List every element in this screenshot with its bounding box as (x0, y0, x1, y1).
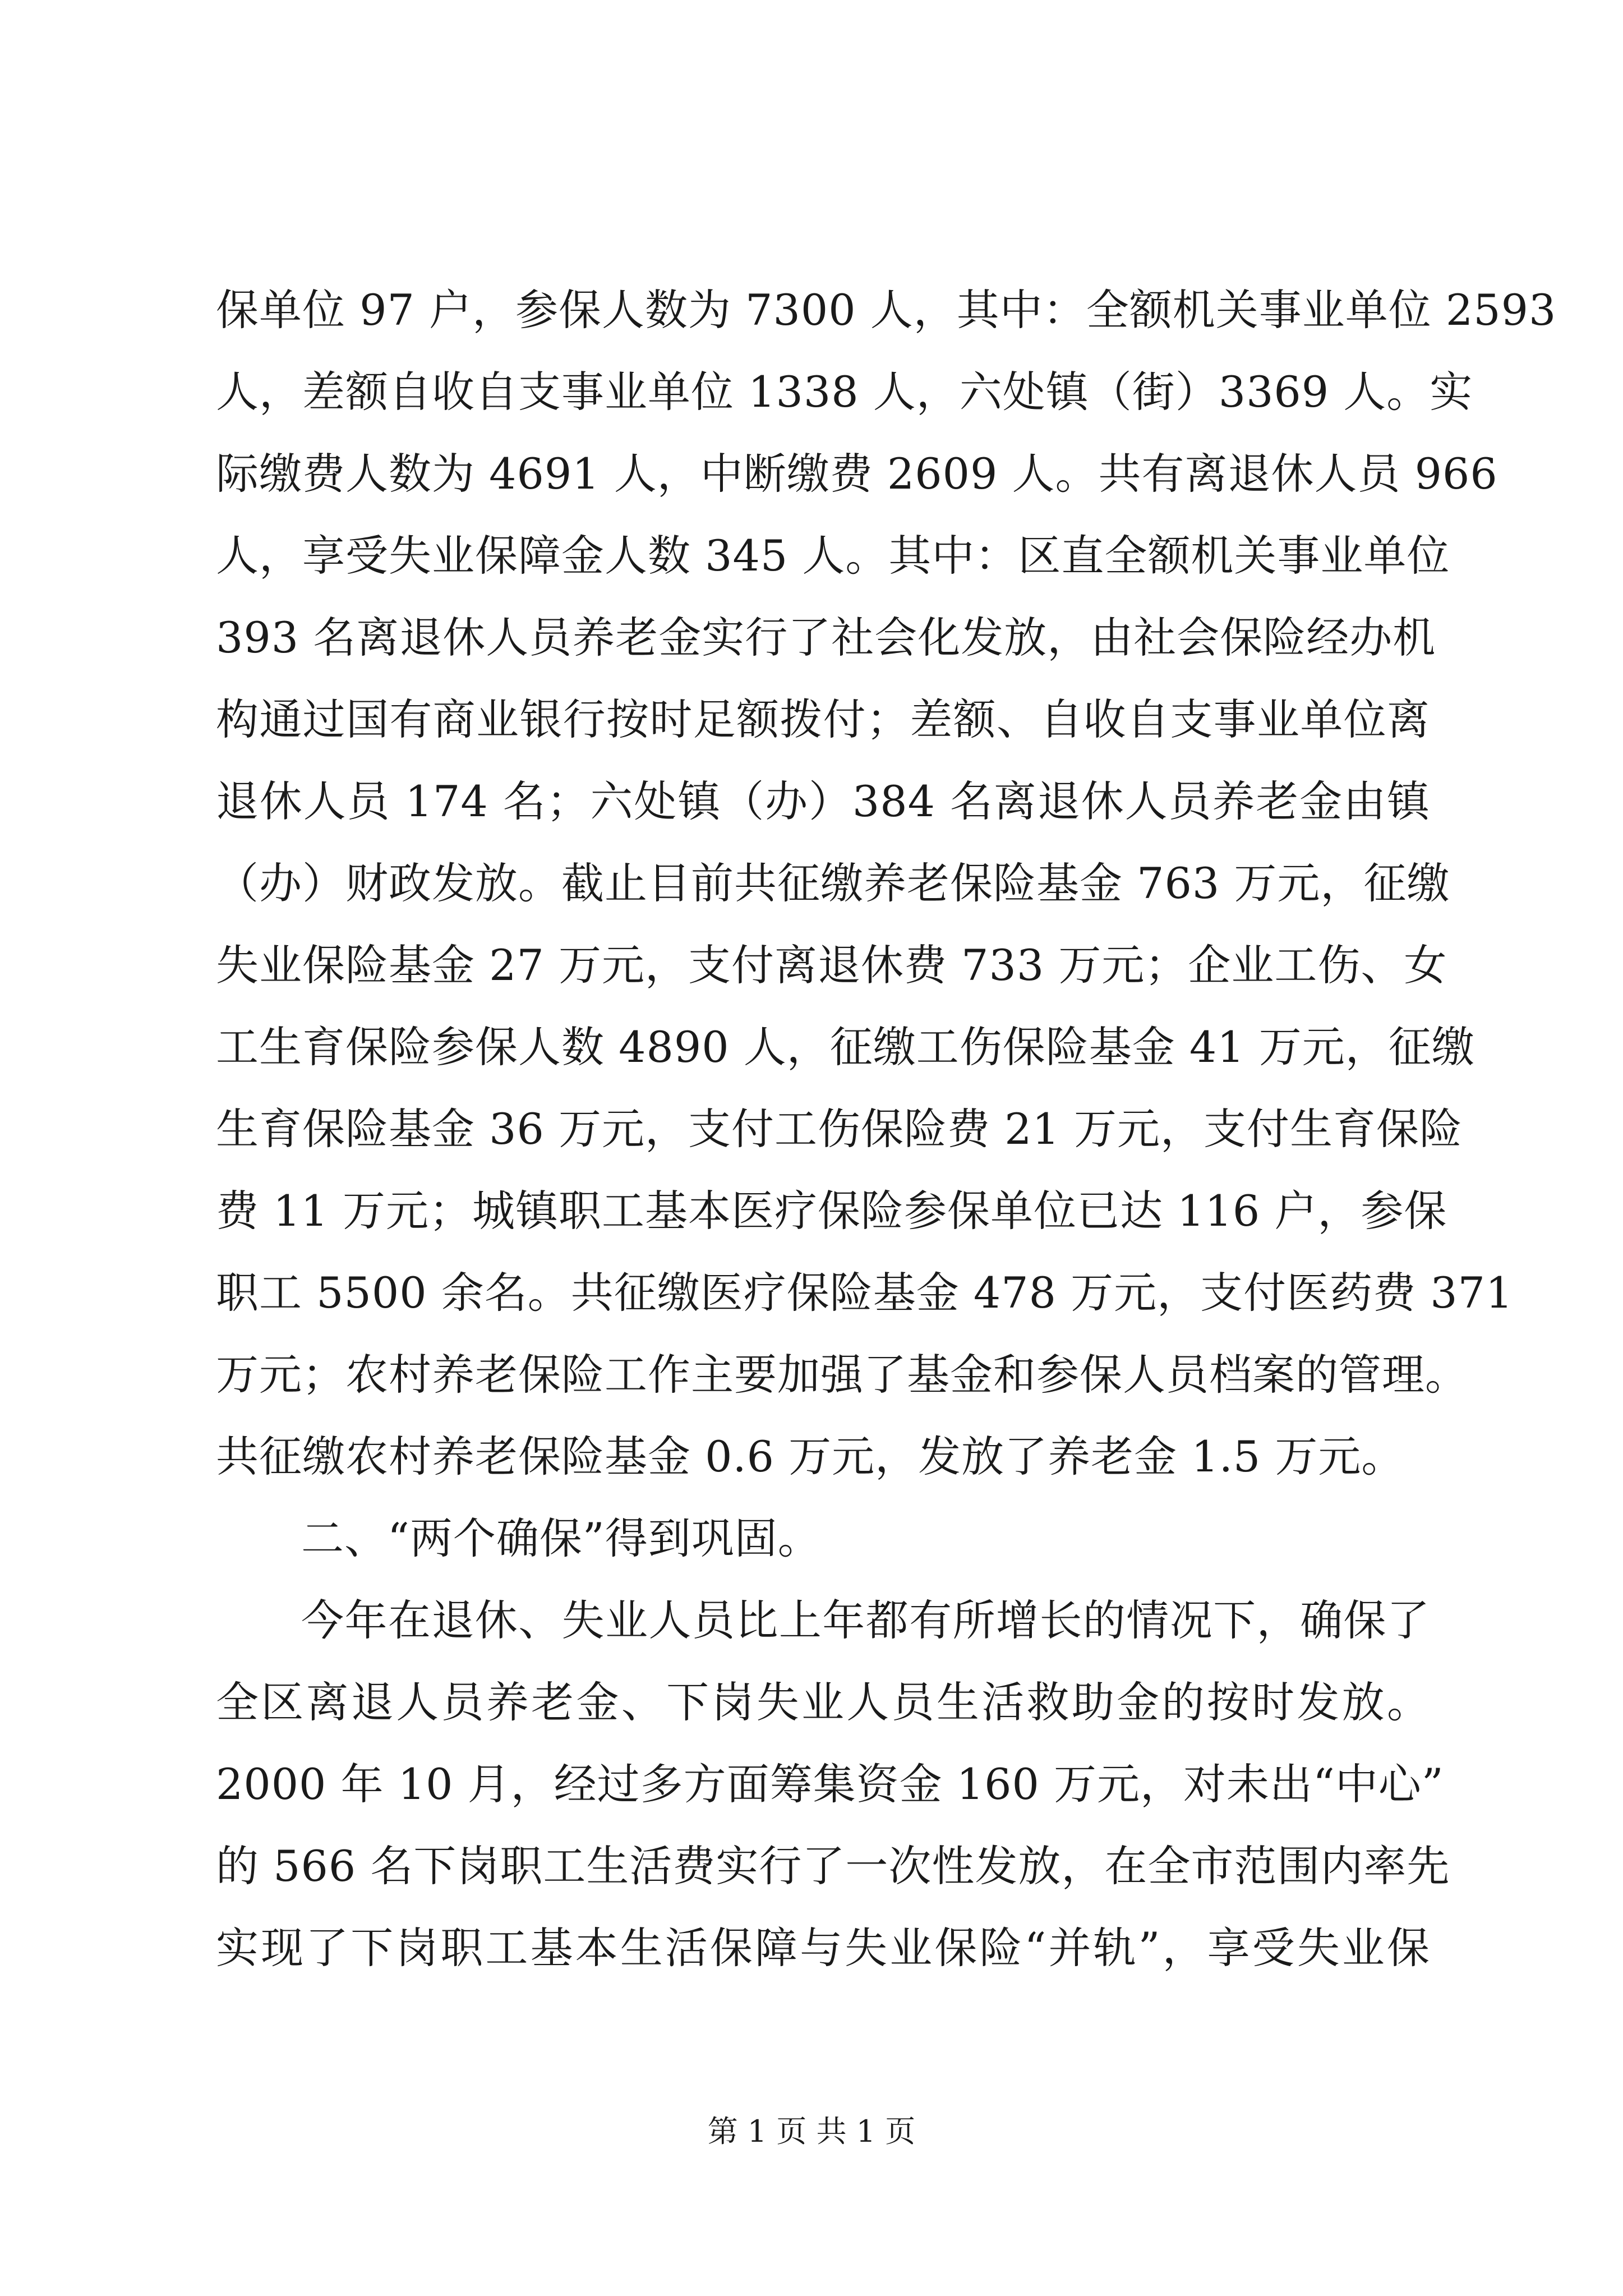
text-line: 万元；农村养老保险工作主要加强了基金和参保人员档案的管理。 (216, 1350, 1468, 1400)
section-heading: 二、“两个确保”得到巩固。 (301, 1513, 821, 1563)
page-footer: 第 1 页 共 1 页 (707, 2114, 916, 2149)
text-line: 2000 年 10 月，经过多方面筹集资金 160 万元，对未出“中心” (216, 1759, 1444, 1809)
text-line: 人，差额自收自支事业单位 1338 人，六处镇（街）3369 人。实 (216, 367, 1473, 417)
text-line: 今年在退休、失业人员比上年都有所增长的情况下，确保了 (301, 1595, 1430, 1645)
text-line: （办）财政发放。截止目前共征缴养老保险基金 763 万元，征缴 (216, 858, 1450, 908)
text-line: 全区离退人员养老金、下岗失业人员生活救助金的按时发放。 (216, 1677, 1430, 1727)
text-line: 工生育保险参保人数 4890 人，征缴工伤保险基金 41 万元，征缴 (216, 1022, 1475, 1072)
text-line: 失业保险基金 27 万元，支付离退休费 733 万元；企业工伤、女 (216, 940, 1447, 990)
text-line: 生育保险基金 36 万元，支付工伤保险费 21 万元，支付生育保险 (216, 1104, 1463, 1154)
document-body (216, 269, 1557, 1989)
text-line: 职工 5500 余名。共征缴医疗保险基金 478 万元，支付医药费 371 (216, 1268, 1514, 1318)
text-line: 共征缴农村养老保险基金 0.6 万元，发放了养老金 1.5 万元。 (216, 1432, 1405, 1481)
text-line: 实现了下岗职工基本生活保障与失业保险“并轨”，享受失业保 (216, 1923, 1430, 1973)
text-line: 构通过国有商业银行按时足额拨付；差额、自收自支事业单位离 (216, 694, 1430, 744)
text-line: 退休人员 174 名；六处镇（办）384 名离退休人员养老金由镇 (216, 776, 1430, 826)
text-line: 的 566 名下岗职工生活费实行了一次性发放，在全市范围内率先 (216, 1841, 1450, 1891)
text-line: 保单位 97 户，参保人数为 7300 人，其中：全额机关事业单位 2593 (216, 285, 1557, 335)
text-line: 393 名离退休人员养老金实行了社会化发放，由社会保险经办机 (216, 613, 1436, 662)
text-line: 人，享受失业保障金人数 345 人。其中：区直全额机关事业单位 (216, 531, 1450, 581)
text-line: 费 11 万元；城镇职工基本医疗保险参保单位已达 116 户，参保 (216, 1186, 1447, 1236)
text-line: 际缴费人数为 4691 人，中断缴费 2609 人。共有离退休人员 966 (216, 449, 1498, 499)
